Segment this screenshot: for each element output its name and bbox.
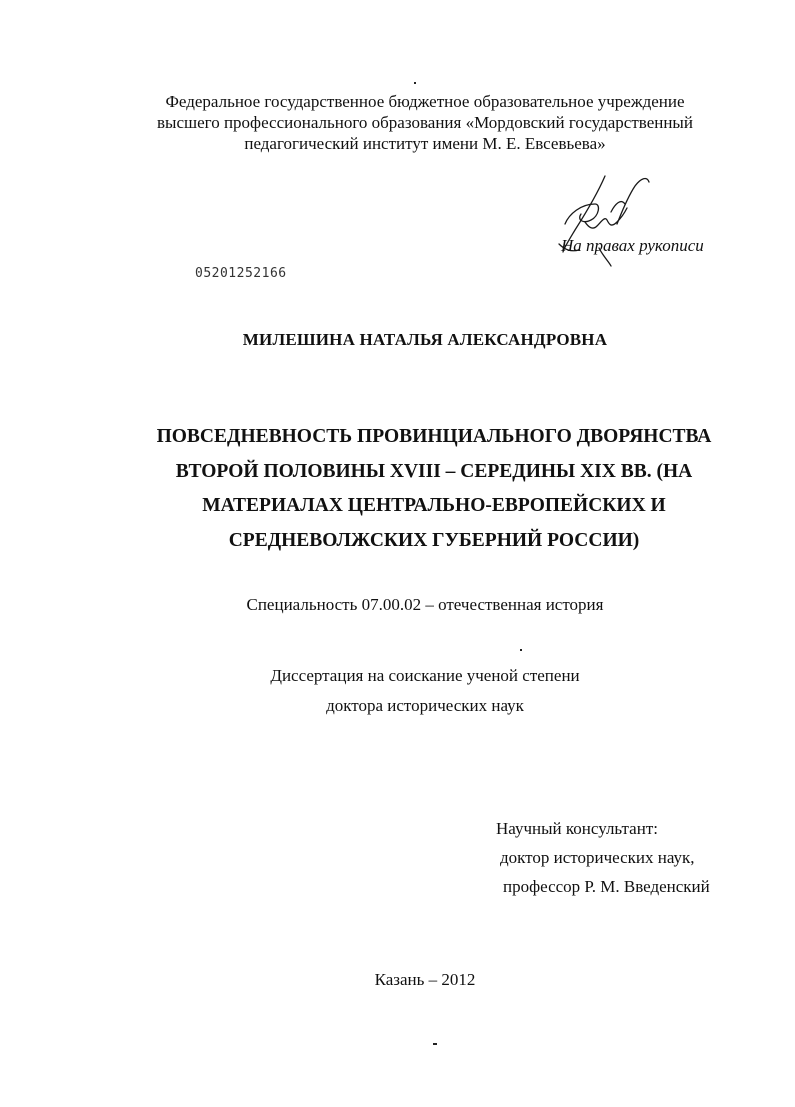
institution-line: педагогический институт имени М. Е. Евсевьева» bbox=[244, 134, 606, 153]
thesis-title-line: СРЕДНЕВОЛЖСКИХ ГУБЕРНИЙ РОССИИ) bbox=[228, 529, 640, 551]
scan-speck bbox=[520, 649, 522, 651]
degree-line: доктора исторических наук bbox=[326, 696, 524, 715]
author-name: МИЛЕШИНА НАТАЛЬЯ АЛЕКСАНДРОВНА bbox=[242, 330, 608, 349]
thesis-title-line: ВТОРОЙ ПОЛОВИНЫ XVIII – СЕРЕДИНЫ XIX ВВ. (НА bbox=[175, 460, 693, 482]
consultant-line: доктор исторических наук, bbox=[500, 848, 695, 867]
catalog-number: 05201252166 bbox=[195, 266, 287, 281]
institution-header bbox=[0, 91, 795, 154]
scan-speck bbox=[414, 82, 416, 84]
specialty: Специальность 07.00.02 – отечественная история bbox=[246, 595, 604, 614]
manuscript-note: На правах рукописи bbox=[561, 236, 704, 255]
degree-statement bbox=[0, 661, 795, 721]
degree-line: Диссертация на соискание ученой степени bbox=[270, 666, 580, 685]
place-and-year: Казань – 2012 bbox=[374, 970, 476, 989]
institution-line: высшего профессионального образования «Мордовский государственный bbox=[157, 113, 693, 132]
thesis-title-line: МАТЕРИАЛАХ ЦЕНТРАЛЬНО-ЕВРОПЕЙСКИХ И bbox=[202, 495, 666, 516]
thesis-title-line: ПОВСЕДНЕВНОСТЬ ПРОВИНЦИАЛЬНОГО ДВОРЯНСТВА bbox=[156, 426, 712, 447]
scientific-consultant bbox=[496, 814, 710, 901]
institution-line: Федеральное государственное бюджетное образовательное учреждение bbox=[165, 92, 685, 111]
consultant-line: Научный консультант: bbox=[496, 819, 658, 838]
consultant-line: профессор Р. М. Введенский bbox=[503, 877, 710, 896]
scan-speck bbox=[433, 1043, 437, 1045]
thesis-title bbox=[0, 420, 795, 558]
